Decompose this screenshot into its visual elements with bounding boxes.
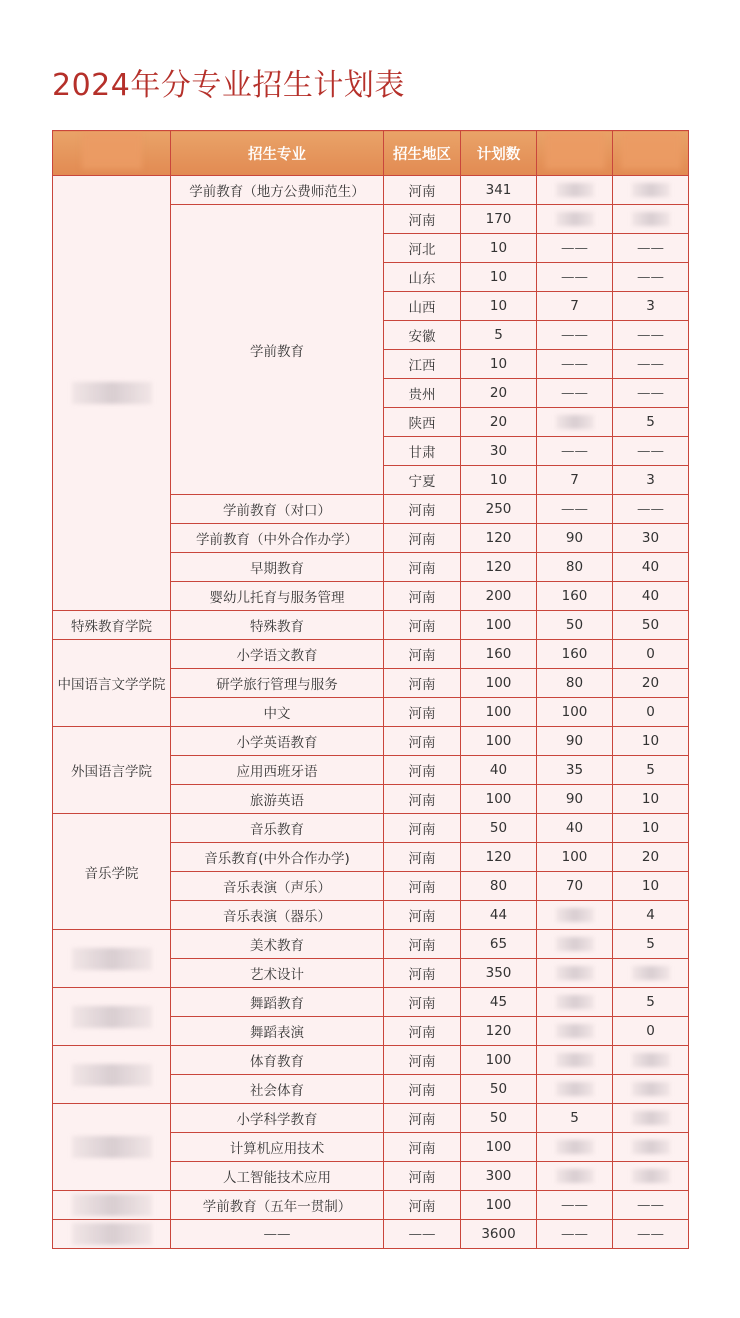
redacted-mark bbox=[632, 1140, 670, 1154]
plan-cell: 80 bbox=[461, 872, 537, 901]
table-row bbox=[53, 814, 689, 843]
value-cell: —— bbox=[613, 1191, 689, 1220]
major-cell: 舞蹈教育 bbox=[171, 988, 384, 1017]
college-cell: 音乐学院 bbox=[53, 814, 171, 930]
major-cell: 小学语文教育 bbox=[171, 640, 384, 669]
major-cell: 社会体育 bbox=[171, 1075, 384, 1104]
value-cell: 90 bbox=[537, 524, 613, 553]
plan-cell: 44 bbox=[461, 901, 537, 930]
plan-cell: 10 bbox=[461, 292, 537, 321]
college-cell-redacted bbox=[53, 930, 171, 988]
plan-cell: 30 bbox=[461, 437, 537, 466]
value-cell-redacted bbox=[537, 1017, 613, 1046]
plan-cell: 120 bbox=[461, 524, 537, 553]
page-title: 2024年分专业招生计划表 bbox=[52, 68, 405, 103]
redacted-mark bbox=[556, 937, 594, 951]
value-cell-redacted bbox=[613, 1133, 689, 1162]
enrollment-plan-table bbox=[52, 130, 689, 1249]
major-cell: 学前教育（地方公费师范生） bbox=[171, 176, 384, 205]
region-cell: —— bbox=[384, 1220, 461, 1249]
region-cell: 山东 bbox=[384, 263, 461, 292]
plan-cell: 100 bbox=[461, 1046, 537, 1075]
value-cell-redacted bbox=[537, 205, 613, 234]
major-cell: 婴幼儿托育与服务管理 bbox=[171, 582, 384, 611]
value-cell: 0 bbox=[613, 698, 689, 727]
value-cell: 5 bbox=[613, 756, 689, 785]
region-cell: 河南 bbox=[384, 959, 461, 988]
plan-cell: 120 bbox=[461, 843, 537, 872]
value-cell: —— bbox=[613, 234, 689, 263]
table-row bbox=[53, 176, 689, 205]
major-cell: 计算机应用技术 bbox=[171, 1133, 384, 1162]
table-row bbox=[53, 1046, 689, 1075]
plan-cell: 160 bbox=[461, 640, 537, 669]
value-cell-redacted bbox=[537, 1162, 613, 1191]
plan-cell: 20 bbox=[461, 379, 537, 408]
header-col5-redacted bbox=[537, 131, 613, 176]
value-cell: 90 bbox=[537, 727, 613, 756]
plan-cell: 45 bbox=[461, 988, 537, 1017]
redacted-mark bbox=[632, 1082, 670, 1096]
value-cell: —— bbox=[613, 1220, 689, 1249]
value-cell: —— bbox=[537, 234, 613, 263]
redacted-mark bbox=[632, 1169, 670, 1183]
redacted-mark bbox=[632, 212, 670, 226]
header-college-redacted bbox=[53, 131, 171, 176]
major-cell: 研学旅行管理与服务 bbox=[171, 669, 384, 698]
value-cell: 3 bbox=[613, 466, 689, 495]
value-cell: 20 bbox=[613, 669, 689, 698]
value-cell: 50 bbox=[613, 611, 689, 640]
value-cell: 5 bbox=[613, 408, 689, 437]
region-cell: 河南 bbox=[384, 756, 461, 785]
major-cell: 音乐表演（声乐） bbox=[171, 872, 384, 901]
plan-cell: 170 bbox=[461, 205, 537, 234]
major-cell: 美术教育 bbox=[171, 930, 384, 959]
value-cell: —— bbox=[537, 321, 613, 350]
college-cell: 中国语言文学学院 bbox=[53, 640, 171, 727]
plan-cell: 10 bbox=[461, 234, 537, 263]
value-cell: 70 bbox=[537, 872, 613, 901]
value-cell: 35 bbox=[537, 756, 613, 785]
value-cell: 50 bbox=[537, 611, 613, 640]
value-cell: 40 bbox=[537, 814, 613, 843]
value-cell: —— bbox=[537, 263, 613, 292]
major-cell: 艺术设计 bbox=[171, 959, 384, 988]
major-cell: 特殊教育 bbox=[171, 611, 384, 640]
major-cell: 应用西班牙语 bbox=[171, 756, 384, 785]
value-cell: —— bbox=[613, 379, 689, 408]
header-plan: 计划数 bbox=[461, 131, 537, 176]
region-cell: 河南 bbox=[384, 669, 461, 698]
value-cell: 80 bbox=[537, 669, 613, 698]
region-cell: 陕西 bbox=[384, 408, 461, 437]
value-cell: —— bbox=[613, 350, 689, 379]
region-cell: 甘肃 bbox=[384, 437, 461, 466]
value-cell: 0 bbox=[613, 1017, 689, 1046]
value-cell-redacted bbox=[537, 901, 613, 930]
value-cell-redacted bbox=[613, 1162, 689, 1191]
region-cell: 河南 bbox=[384, 1133, 461, 1162]
plan-cell: 50 bbox=[461, 1075, 537, 1104]
redacted-mark bbox=[72, 1223, 152, 1245]
plan-cell: 100 bbox=[461, 727, 537, 756]
value-cell-redacted bbox=[613, 1075, 689, 1104]
redacted-mark bbox=[556, 1082, 594, 1096]
plan-cell: 10 bbox=[461, 263, 537, 292]
major-cell: 舞蹈表演 bbox=[171, 1017, 384, 1046]
redacted-mark bbox=[72, 1136, 152, 1158]
major-cell: 小学科学教育 bbox=[171, 1104, 384, 1133]
plan-cell: 50 bbox=[461, 1104, 537, 1133]
college-cell-redacted bbox=[53, 176, 171, 611]
region-cell: 江西 bbox=[384, 350, 461, 379]
value-cell: —— bbox=[613, 263, 689, 292]
major-cell: 学前教育（五年一贯制） bbox=[171, 1191, 384, 1220]
major-cell: 学前教育（中外合作办学） bbox=[171, 524, 384, 553]
header-major: 招生专业 bbox=[171, 131, 384, 176]
region-cell: 河南 bbox=[384, 988, 461, 1017]
region-cell: 河南 bbox=[384, 843, 461, 872]
redacted-mark bbox=[72, 382, 152, 404]
value-cell: —— bbox=[537, 379, 613, 408]
region-cell: 宁夏 bbox=[384, 466, 461, 495]
redacted-mark bbox=[556, 183, 594, 197]
region-cell: 河南 bbox=[384, 698, 461, 727]
table-row bbox=[53, 611, 689, 640]
region-cell: 河南 bbox=[384, 582, 461, 611]
major-cell: 学前教育 bbox=[171, 205, 384, 495]
value-cell: —— bbox=[537, 495, 613, 524]
value-cell-redacted bbox=[537, 408, 613, 437]
region-cell: 河南 bbox=[384, 1017, 461, 1046]
college-cell: 外国语言学院 bbox=[53, 727, 171, 814]
region-cell: 安徽 bbox=[384, 321, 461, 350]
value-cell: 7 bbox=[537, 466, 613, 495]
redacted-mark bbox=[632, 1111, 670, 1125]
region-cell: 河南 bbox=[384, 727, 461, 756]
plan-cell: 65 bbox=[461, 930, 537, 959]
table-row bbox=[53, 988, 689, 1017]
region-cell: 河南 bbox=[384, 1046, 461, 1075]
header-col6-redacted bbox=[613, 131, 689, 176]
redacted-mark bbox=[72, 1006, 152, 1028]
plan-cell: 100 bbox=[461, 1191, 537, 1220]
college-cell-redacted bbox=[53, 1191, 171, 1220]
value-cell: —— bbox=[613, 321, 689, 350]
region-cell: 河北 bbox=[384, 234, 461, 263]
region-cell: 河南 bbox=[384, 205, 461, 234]
major-cell: 早期教育 bbox=[171, 553, 384, 582]
plan-cell: 350 bbox=[461, 959, 537, 988]
major-cell: —— bbox=[171, 1220, 384, 1249]
redacted-mark bbox=[556, 212, 594, 226]
value-cell: 80 bbox=[537, 553, 613, 582]
value-cell: 4 bbox=[613, 901, 689, 930]
major-cell: 音乐教育(中外合作办学) bbox=[171, 843, 384, 872]
table-header-row bbox=[53, 131, 689, 176]
major-cell: 学前教育（对口） bbox=[171, 495, 384, 524]
region-cell: 河南 bbox=[384, 611, 461, 640]
value-cell-redacted bbox=[613, 1046, 689, 1075]
value-cell: 100 bbox=[537, 698, 613, 727]
table-row bbox=[53, 930, 689, 959]
college-cell: 特殊教育学院 bbox=[53, 611, 171, 640]
college-cell-redacted bbox=[53, 1104, 171, 1191]
header-region: 招生地区 bbox=[384, 131, 461, 176]
value-cell-redacted bbox=[537, 959, 613, 988]
value-cell-redacted bbox=[537, 176, 613, 205]
value-cell: 10 bbox=[613, 785, 689, 814]
table-row bbox=[53, 640, 689, 669]
value-cell: —— bbox=[537, 437, 613, 466]
value-cell-redacted bbox=[613, 959, 689, 988]
value-cell: 10 bbox=[613, 727, 689, 756]
major-cell: 体育教育 bbox=[171, 1046, 384, 1075]
redacted-mark bbox=[632, 966, 670, 980]
value-cell-redacted bbox=[613, 176, 689, 205]
major-cell: 小学英语教育 bbox=[171, 727, 384, 756]
plan-cell: 120 bbox=[461, 1017, 537, 1046]
plan-cell: 100 bbox=[461, 611, 537, 640]
redacted-mark bbox=[621, 133, 681, 169]
value-cell: 5 bbox=[613, 988, 689, 1017]
redacted-mark bbox=[556, 995, 594, 1009]
value-cell: 40 bbox=[613, 553, 689, 582]
total-row bbox=[53, 1220, 689, 1249]
value-cell-redacted bbox=[613, 205, 689, 234]
value-cell: 160 bbox=[537, 582, 613, 611]
value-cell-redacted bbox=[537, 1046, 613, 1075]
plan-cell: 10 bbox=[461, 466, 537, 495]
redacted-mark bbox=[556, 415, 594, 429]
redacted-mark bbox=[632, 1053, 670, 1067]
major-cell: 旅游英语 bbox=[171, 785, 384, 814]
value-cell: 10 bbox=[613, 814, 689, 843]
region-cell: 河南 bbox=[384, 930, 461, 959]
plan-cell: 341 bbox=[461, 176, 537, 205]
table-row bbox=[53, 1191, 689, 1220]
region-cell: 河南 bbox=[384, 872, 461, 901]
value-cell: —— bbox=[537, 1191, 613, 1220]
region-cell: 河南 bbox=[384, 1162, 461, 1191]
redacted-mark bbox=[556, 1140, 594, 1154]
region-cell: 河南 bbox=[384, 640, 461, 669]
redacted-mark bbox=[556, 1169, 594, 1183]
value-cell: 20 bbox=[613, 843, 689, 872]
redacted-mark bbox=[545, 133, 605, 169]
redacted-mark bbox=[72, 948, 152, 970]
plan-cell: 10 bbox=[461, 350, 537, 379]
region-cell: 河南 bbox=[384, 814, 461, 843]
college-cell-redacted bbox=[53, 1046, 171, 1104]
redacted-mark bbox=[556, 908, 594, 922]
region-cell: 河南 bbox=[384, 1104, 461, 1133]
value-cell: 100 bbox=[537, 843, 613, 872]
plan-cell: 5 bbox=[461, 321, 537, 350]
plan-cell: 100 bbox=[461, 785, 537, 814]
value-cell: 5 bbox=[613, 930, 689, 959]
region-cell: 河南 bbox=[384, 901, 461, 930]
value-cell: 0 bbox=[613, 640, 689, 669]
plan-cell: 100 bbox=[461, 1133, 537, 1162]
plan-cell: 120 bbox=[461, 553, 537, 582]
table-row bbox=[53, 727, 689, 756]
plan-cell: 40 bbox=[461, 756, 537, 785]
redacted-mark bbox=[556, 1024, 594, 1038]
plan-cell: 50 bbox=[461, 814, 537, 843]
value-cell: 3 bbox=[613, 292, 689, 321]
total-plan-cell: 3600 bbox=[461, 1220, 537, 1249]
region-cell: 贵州 bbox=[384, 379, 461, 408]
plan-cell: 200 bbox=[461, 582, 537, 611]
region-cell: 河南 bbox=[384, 785, 461, 814]
major-cell: 中文 bbox=[171, 698, 384, 727]
value-cell: 30 bbox=[613, 524, 689, 553]
major-cell: 人工智能技术应用 bbox=[171, 1162, 384, 1191]
redacted-mark bbox=[556, 1053, 594, 1067]
major-cell: 音乐表演（器乐） bbox=[171, 901, 384, 930]
value-cell: —— bbox=[537, 350, 613, 379]
redacted-mark bbox=[72, 1064, 152, 1086]
value-cell: 5 bbox=[537, 1104, 613, 1133]
value-cell: —— bbox=[613, 495, 689, 524]
region-cell: 河南 bbox=[384, 1191, 461, 1220]
major-cell: 音乐教育 bbox=[171, 814, 384, 843]
value-cell-redacted bbox=[537, 988, 613, 1017]
region-cell: 河南 bbox=[384, 553, 461, 582]
value-cell: 40 bbox=[613, 582, 689, 611]
college-cell-redacted bbox=[53, 1220, 171, 1249]
value-cell: 90 bbox=[537, 785, 613, 814]
plan-cell: 20 bbox=[461, 408, 537, 437]
value-cell-redacted bbox=[537, 1075, 613, 1104]
region-cell: 河南 bbox=[384, 495, 461, 524]
value-cell-redacted bbox=[613, 1104, 689, 1133]
value-cell: —— bbox=[537, 1220, 613, 1249]
region-cell: 河南 bbox=[384, 1075, 461, 1104]
redacted-mark bbox=[556, 966, 594, 980]
college-cell-redacted bbox=[53, 988, 171, 1046]
plan-cell: 300 bbox=[461, 1162, 537, 1191]
plan-cell: 100 bbox=[461, 669, 537, 698]
table-row bbox=[53, 1104, 689, 1133]
redacted-mark bbox=[72, 1194, 152, 1216]
redacted-mark bbox=[82, 133, 142, 169]
region-cell: 河南 bbox=[384, 524, 461, 553]
value-cell-redacted bbox=[537, 930, 613, 959]
redacted-mark bbox=[632, 183, 670, 197]
value-cell: 160 bbox=[537, 640, 613, 669]
value-cell-redacted bbox=[537, 1133, 613, 1162]
region-cell: 河南 bbox=[384, 176, 461, 205]
value-cell: 10 bbox=[613, 872, 689, 901]
region-cell: 山西 bbox=[384, 292, 461, 321]
value-cell: —— bbox=[613, 437, 689, 466]
plan-cell: 250 bbox=[461, 495, 537, 524]
plan-cell: 100 bbox=[461, 698, 537, 727]
value-cell: 7 bbox=[537, 292, 613, 321]
